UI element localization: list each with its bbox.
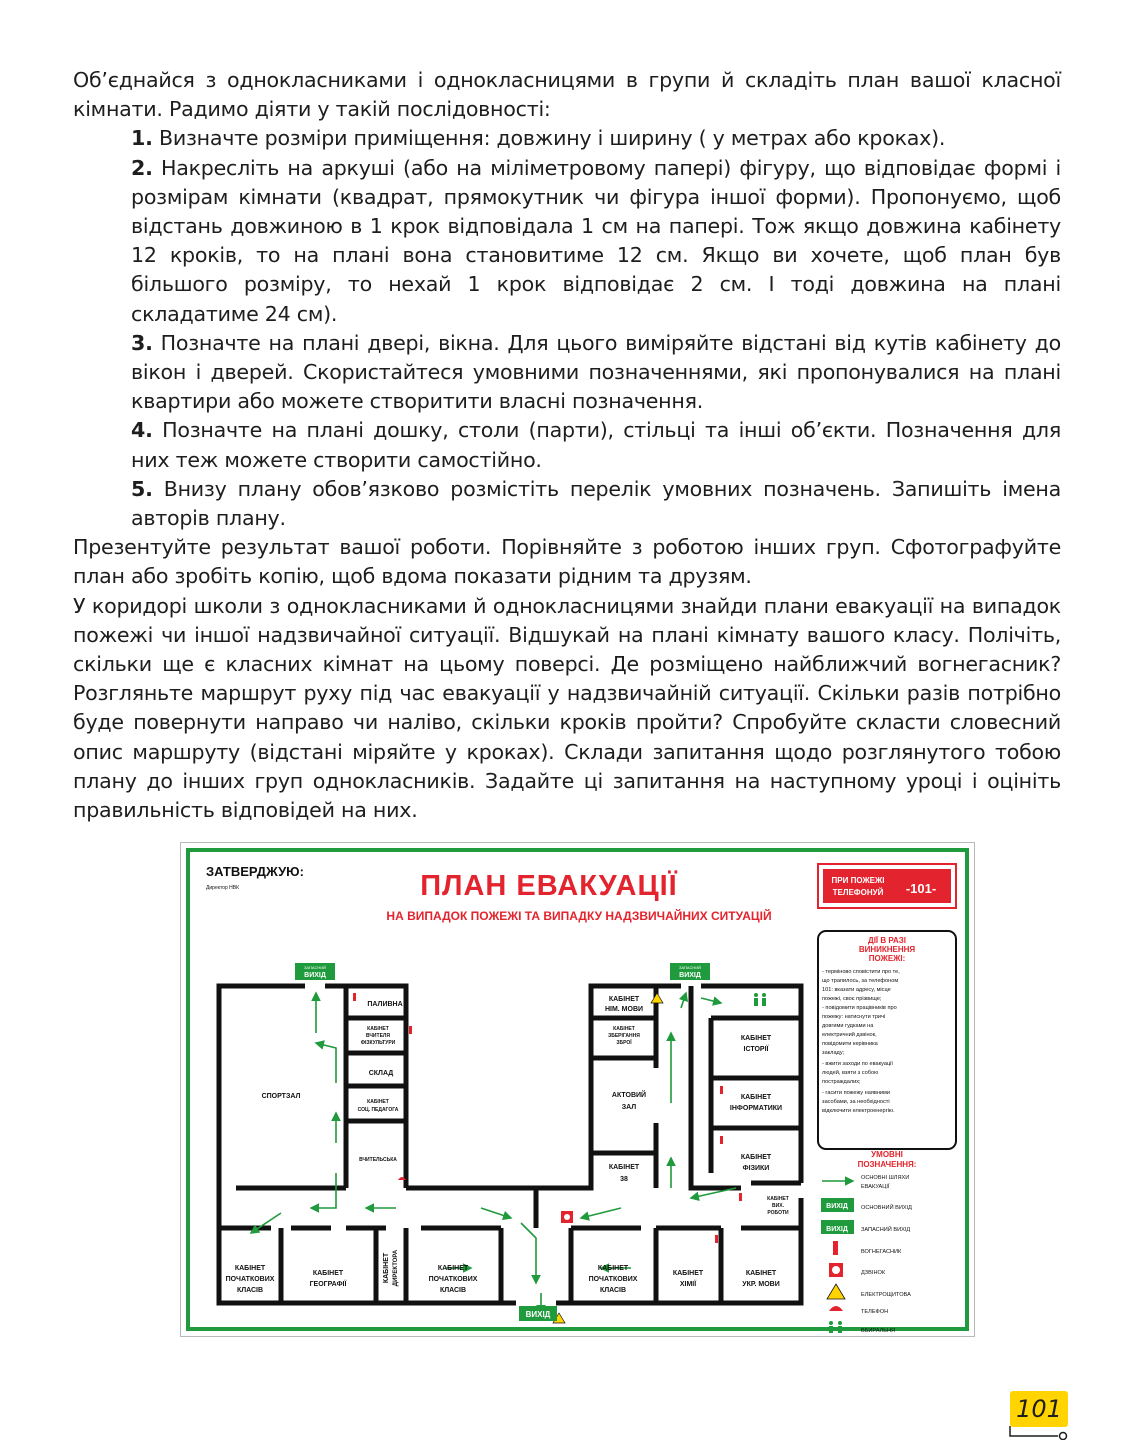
svg-text:засобами, за необхідності: засобами, за необхідності (822, 1099, 890, 1105)
fire-call-box (818, 864, 956, 908)
svg-text:ЕЛЕКТРОЩИТОВА: ЕЛЕКТРОЩИТОВА (861, 1292, 911, 1298)
wc-icon (754, 993, 766, 1006)
svg-text:ХІМІЇ: ХІМІЇ (679, 1281, 697, 1288)
plan-icons (353, 993, 766, 1323)
svg-text:довгими гудками на: довгими гудками на (822, 1023, 874, 1029)
svg-text:ВЧИТЕЛЯ: ВЧИТЕЛЯ (365, 1033, 391, 1039)
svg-text:пожежі, своє прізвище;: пожежі, своє прізвище; (822, 996, 882, 1002)
svg-text:СОЦ. ПЕДАГОГА: СОЦ. ПЕДАГОГА (357, 1107, 399, 1113)
svg-text:КАБІНЕТ: КАБІНЕТ (437, 1265, 469, 1272)
svg-text:ЗАПАСНИЙ: ЗАПАСНИЙ (303, 965, 327, 970)
svg-text:КАБІНЕТ: КАБІНЕТ (312, 1270, 344, 1277)
svg-text:КЛАСІВ: КЛАСІВ (236, 1287, 264, 1294)
panel-icon (827, 1284, 845, 1299)
svg-text:РОБОТИ: РОБОТИ (767, 1210, 789, 1216)
svg-text:електричний дзвінок,: електричний дзвінок, (822, 1032, 877, 1038)
svg-text:КАБІНЕТ: КАБІНЕТ (367, 1026, 389, 1032)
fire-box-number: -101- (905, 881, 937, 896)
fire-box-line-2: ТЕЛЕФОНУЙ (832, 888, 884, 897)
step-5 (73, 475, 1061, 533)
svg-text:ФІЗИКИ: ФІЗИКИ (742, 1165, 770, 1172)
svg-text:повідомити керівника: повідомити керівника (822, 1041, 878, 1047)
director-label: Директор НВК (206, 885, 240, 891)
svg-text:ДЗВІНОК: ДЗВІНОК (861, 1270, 886, 1276)
svg-text:ВИХ.: ВИХ. (772, 1203, 784, 1209)
extinguisher-icon (715, 1235, 718, 1243)
svg-text:- вжити заходи по евакуації: - вжити заходи по евакуації (822, 1061, 893, 1067)
svg-text:УКР. МОВИ: УКР. МОВИ (742, 1281, 780, 1288)
svg-text:ВИХІД: ВИХІД (826, 1226, 848, 1233)
plan-drawing (181, 843, 976, 1338)
main-text (73, 66, 1061, 825)
step-text: Позначте на плані двері, вікна. Для цього виміряйте відстані від кутів кабінету до вікон і дверей. Скористайтеся умовними позначеннями, які пропонувалися на плані квартири або можете створитити власні позначення. (131, 330, 1061, 414)
svg-text:ІНФОРМАТИКИ: ІНФОРМАТИКИ (729, 1105, 783, 1112)
room-boiler: ПАЛИВНА (367, 1001, 403, 1008)
svg-text:ОСНОВНИЙ ВИХІД: ОСНОВНИЙ ВИХІД (861, 1205, 912, 1211)
svg-text:ЗАПАСНИЙ: ЗАПАСНИЙ (678, 965, 702, 970)
step-text: Накресліть на аркуші (або на міліметровому папері) фігуру, що відповідає формі і розмірам кімнати (квадрат, прямокутник чи фігура іншої форми). Пропонуємо, щоб відстань довжиною в 1 крок відповідала 1 см на папері. Тож якщо довжина кабінету 12 кроків, то на плані вона становитиме 12 см. Якщо ви хочете, щоб план був більшого розміру, то нехай 1 крок відповідає 2 см. І тоді довжина на плані складатиме 24 см). (131, 155, 1061, 326)
svg-text:закладу;: закладу; (822, 1050, 845, 1056)
wc-icon (829, 1321, 842, 1333)
extinguisher-icon (720, 1136, 723, 1144)
svg-text:відключити електроенергію.: відключити електроенергію. (822, 1108, 895, 1114)
svg-text:постраждалих;: постраждалих; (822, 1079, 861, 1085)
svg-text:ТЕЛЕФОН: ТЕЛЕФОН (861, 1309, 889, 1315)
step-4 (73, 416, 1061, 474)
svg-text:КАБІНЕТ: КАБІНЕТ (740, 1154, 772, 1161)
step-3 (73, 329, 1061, 417)
svg-text:ЗАЛ: ЗАЛ (621, 1104, 637, 1111)
svg-text:ЗБРОЇ: ЗБРОЇ (616, 1040, 632, 1046)
svg-text:ПОЧАТКОВИХ: ПОЧАТКОВИХ (225, 1276, 275, 1283)
approve-label: ЗАТВЕРДЖУЮ: (206, 864, 304, 879)
plan-title: ПЛАН ЕВАКУАЦІЇ (420, 870, 678, 902)
page-number: 101 (1010, 1391, 1068, 1427)
svg-text:ДИРЕКТОРА: ДИРЕКТОРА (393, 1249, 399, 1287)
svg-text:ВИХІД: ВИХІД (826, 1203, 848, 1210)
evacuation-routes (251, 993, 736, 1313)
svg-text:ЗАПАСНИЙ ВИХІД: ЗАПАСНИЙ ВИХІД (861, 1227, 911, 1233)
plan-subtitle: НА ВИПАДОК ПОЖЕЖІ ТА ВИПАДКУ НАДЗВИЧАЙНИХ СИТУАЦІЙ (386, 909, 772, 923)
svg-text:ОСНОВНІ ШЛЯХИ: ОСНОВНІ ШЛЯХИ (861, 1175, 910, 1181)
intro-paragraph: Об’єднайся з однокласниками і однокласницями в групи й складіть план вашої класної кімнати. Радимо діяти у такій послідовності: (73, 68, 1061, 122)
svg-text:УМОВНІ: УМОВНІ (871, 1150, 903, 1159)
svg-text:ІСТОРІЇ: ІСТОРІЇ (743, 1046, 769, 1053)
page-ornament-icon (1008, 1426, 1068, 1440)
room-labels (226, 996, 789, 1294)
svg-text:101: вказати адресу, місце: 101: вказати адресу, місце (822, 987, 891, 993)
svg-text:- гасити пожежу наявними: - гасити пожежу наявними (822, 1090, 891, 1096)
evacuation-paragraph: У коридорі школи з однокласниками й однокласницями знайди плани евакуації на випадок пожежі чи іншої надзвичайної ситуації. Відшукай на плані кімнату вашого класу. Полічіть, скільки ще є класних кімнат на цьому поверсі. Де розміщено найближчий вогнегасник? Розгляньте маршрут руху під час евакуації у надзвичайній ситуації. Скільки разів потрібно буде повернути направо чи наліво, скільки кроків пройти? Спробуйте скласти словесний опис маршруту (відстані міряйте у кроках). Склади запитання щодо розглянутого тобою плану до інших груп однокласників. Задайте ці запитання на наступному уроці і оцініть правильність відповідей на них. (73, 593, 1061, 823)
room-gym: СПОРТЗАЛ (261, 1093, 301, 1100)
step-2 (73, 154, 1061, 329)
svg-text:ВИНИКНЕННЯ: ВИНИКНЕННЯ (858, 945, 916, 954)
svg-text:КАБІНЕТ: КАБІНЕТ (367, 1099, 389, 1105)
step-number: 1. (131, 126, 153, 151)
svg-text:КАБІНЕТ: КАБІНЕТ (767, 1196, 789, 1202)
legend (821, 1150, 916, 1334)
svg-text:КАБІНЕТ: КАБІНЕТ (608, 1164, 640, 1171)
step-number: 2. (131, 155, 153, 180)
room-staff: ВЧИТЕЛЬСЬКА (359, 1157, 397, 1163)
svg-text:НІМ. МОВИ: НІМ. МОВИ (604, 1006, 644, 1013)
svg-text:ДІЇ В РАЗІ: ДІЇ В РАЗІ (868, 936, 906, 945)
extinguisher-icon (720, 1086, 723, 1094)
svg-text:38: 38 (620, 1176, 628, 1183)
extinguisher-icon (353, 993, 356, 1001)
svg-text:КАБІНЕТ: КАБІНЕТ (672, 1270, 704, 1277)
svg-text:ВИХІД: ВИХІД (304, 972, 326, 979)
svg-text:ПОЗНАЧЕННЯ:: ПОЗНАЧЕННЯ: (857, 1160, 917, 1169)
extinguisher-icon (409, 1026, 412, 1034)
evacuation-plan (180, 842, 975, 1337)
step-number: 5. (131, 476, 153, 501)
step-text: Визначте розміри приміщення: довжину і ширину ( у метрах або кроках). (152, 126, 946, 151)
svg-text:ВБИРАЛЬНЯ: ВБИРАЛЬНЯ (861, 1328, 896, 1334)
svg-text:КАБІНЕТ: КАБІНЕТ (740, 1035, 772, 1042)
svg-text:людей, взяти з собою: людей, взяти з собою (822, 1070, 879, 1076)
main-exit (519, 1306, 557, 1321)
panel-icon (651, 993, 663, 1003)
svg-text:АКТОВИЙ: АКТОВИЙ (611, 1092, 647, 1099)
svg-text:КЛАСІВ: КЛАСІВ (439, 1287, 467, 1294)
svg-text:- терміново сповістити про те,: - терміново сповістити про те, (822, 969, 900, 975)
svg-text:ПОЖЕЖІ:: ПОЖЕЖІ: (868, 954, 906, 963)
svg-text:ПОЧАТКОВИХ: ПОЧАТКОВИХ (428, 1276, 478, 1283)
building-walls (219, 986, 801, 1303)
spare-exit-left (295, 963, 335, 980)
extinguisher-icon (833, 1241, 838, 1255)
svg-text:КАБІНЕТ: КАБІНЕТ (234, 1265, 266, 1272)
fire-box-line-1: ПРИ ПОЖЕЖІ (831, 876, 885, 885)
svg-text:КАБІНЕТ: КАБІНЕТ (740, 1094, 772, 1101)
svg-text:ЗБЕРІГАННЯ: ЗБЕРІГАННЯ (608, 1033, 640, 1039)
svg-text:ВИХІД: ВИХІД (679, 972, 701, 979)
step-1 (73, 124, 1061, 153)
svg-text:ЕВАКУАЦІЇ: ЕВАКУАЦІЇ (861, 1184, 890, 1190)
svg-text:КАБІНЕТ: КАБІНЕТ (745, 1270, 777, 1277)
presentation-paragraph: Презентуйте результат вашої роботи. Порівняйте з роботою інших груп. Сфотографуйте план або зробіть копію, щоб вдома показати рідним та друзям. (73, 535, 1061, 589)
step-number: 3. (131, 330, 153, 355)
phone-icon (829, 1306, 843, 1311)
svg-text:ВОГНЕГАСНИК: ВОГНЕГАСНИК (861, 1249, 902, 1255)
actions-box (818, 931, 956, 1149)
room-storage: СКЛАД (368, 1070, 394, 1077)
svg-text:що трапилось, за телефоном: що трапилось, за телефоном (822, 978, 899, 984)
svg-text:КАБІНЕТ: КАБІНЕТ (608, 996, 640, 1003)
spare-exit-right (670, 963, 710, 980)
svg-text:ГЕОГРАФІЇ: ГЕОГРАФІЇ (309, 1281, 347, 1288)
svg-text:- повідомити працівників про: - повідомити працівників про (822, 1005, 897, 1011)
svg-text:КАБІНЕТ: КАБІНЕТ (383, 1252, 390, 1284)
svg-text:КАБІНЕТ: КАБІНЕТ (597, 1265, 629, 1272)
step-number: 4. (131, 418, 153, 443)
svg-text:ФІЗКУЛЬТУРИ: ФІЗКУЛЬТУРИ (360, 1040, 396, 1046)
svg-text:КАБІНЕТ: КАБІНЕТ (613, 1026, 635, 1032)
step-text: Внизу плану обов’язково розмістіть перелік умовних позначень. Запишіть імена авторів плану. (131, 476, 1061, 531)
svg-text:ВИХІД: ВИХІД (525, 1310, 551, 1319)
step-text: Позначте на плані дошку, столи (парти), стільці та інші об’єкти. Позначення для них теж можете створити самостійно. (131, 418, 1061, 472)
svg-text:пожежу: натиснути тричі: пожежу: натиснути тричі (822, 1014, 886, 1020)
extinguisher-icon (739, 1193, 742, 1201)
svg-text:КЛАСІВ: КЛАСІВ (599, 1287, 627, 1294)
svg-text:ПОЧАТКОВИХ: ПОЧАТКОВИХ (588, 1276, 638, 1283)
